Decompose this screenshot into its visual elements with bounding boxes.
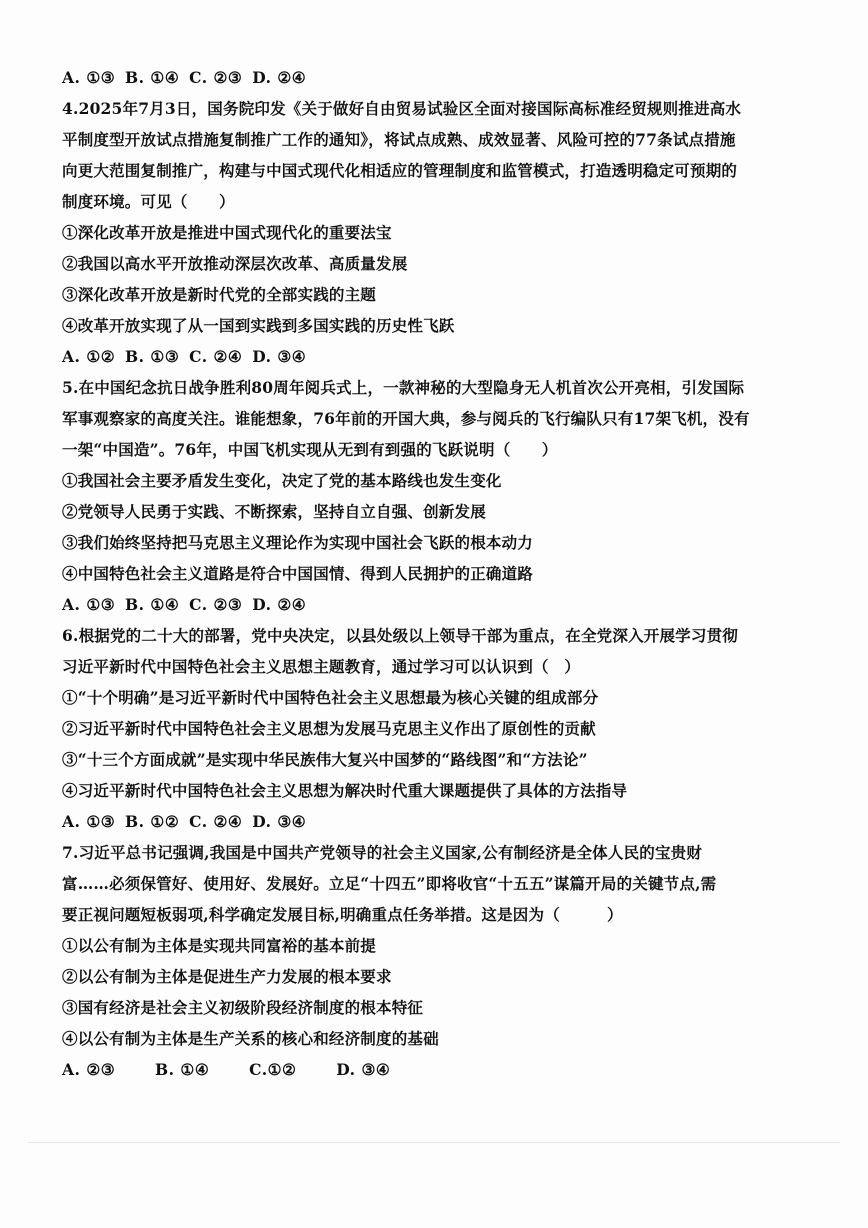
question-content [62, 62, 802, 1085]
q5-stem-line-2: 军事观察家的高度关注。谁能想象，76年前的开国大典，参与阅兵的飞行编队只有17架飞机，没有 [62, 409, 750, 428]
q4-stem-line-4: 制度环境。可见（ ） [62, 192, 235, 211]
q7-stem-line-3: 要正视问题短板弱项,科学确定发展目标,明确重点任务举措。这是因为（ ） [62, 905, 623, 924]
q5-stem-line-3: 一架“中国造”。76年，中国飞机实现从无到有到强的飞跃说明（ ） [62, 440, 558, 459]
q3-answer-b: B. ①④ [125, 68, 180, 87]
q3-answer-d: D. ②④ [252, 68, 307, 87]
q4-stem-line-3: 向更大范围复制推广，构建与中国式现代化相适应的管理制度和监管模式，打造透明稳定可预期的 [62, 161, 738, 180]
q7-option-3: ③国有经济是社会主义初级阶段经济制度的根本特征 [62, 998, 424, 1017]
page-bottom-divider [28, 1142, 840, 1143]
q7-answer-b: B. ①④ [155, 1060, 210, 1079]
q7-option-2: ②以公有制为主体是促进生产力发展的根本要求 [62, 967, 392, 986]
q6-option-2: ②习近平新时代中国特色社会主义思想为发展马克思主义作出了原创性的贡献 [62, 719, 596, 738]
q4-option-4: ④改革开放实现了从一国到实践到多国实践的历史性飞跃 [62, 316, 455, 335]
question-5 [62, 372, 802, 620]
q6-stem-line-2: 习近平新时代中国特色社会主义思想主题教育，通过学习可以认识到（ ） [62, 657, 581, 676]
q5-option-2: ②党领导人民勇于实践、不断探索，坚持自立自强、创新发展 [62, 502, 486, 521]
q5-option-3: ③我们始终坚持把马克思主义理论作为实现中国社会飞跃的根本动力 [62, 533, 534, 552]
q5-answer-b: B. ①④ [125, 595, 180, 614]
q4-stem-line-1: 4.2025年7月3日，国务院印发《关于做好自由贸易试验区全面对接国际高标准经贸规则推进高水 [62, 99, 742, 118]
question-4 [62, 93, 802, 372]
q7-answer-a: A. ②③ [62, 1060, 116, 1079]
q7-answer-row [62, 1054, 802, 1085]
q6-answer-a: A. ①③ [62, 812, 116, 831]
q5-answer-a: A. ①③ [62, 595, 116, 614]
q4-option-2: ②我国以高水平开放推动深层次改革、高质量发展 [62, 254, 408, 273]
q6-stem-line-1: 6.根据党的二十大的部署，党中央决定，以县处级以上领导干部为重点，在全党深入开展学习贯彻 [62, 626, 738, 645]
q4-answer-b: B. ①③ [125, 347, 180, 366]
question-6 [62, 620, 802, 837]
q4-answer-row [62, 341, 802, 372]
q3-answer-row [62, 62, 802, 93]
q6-answer-c: C. ②④ [189, 812, 243, 831]
q6-option-1: ①“十个明确”是习近平新时代中国特色社会主义思想最为核心关键的组成部分 [62, 688, 599, 707]
q5-answer-d: D. ②④ [252, 595, 307, 614]
q5-answer-row [62, 589, 802, 620]
q5-answer-c: C. ②③ [189, 595, 243, 614]
q5-stem-line-1: 5.在中国纪念抗日战争胜利80周年阅兵式上，一款神秘的大型隐身无人机首次公开亮相，引发国际 [62, 378, 745, 397]
q7-option-1: ①以公有制为主体是实现共同富裕的基本前提 [62, 936, 377, 955]
q6-option-3: ③“十三个方面成就”是实现中华民族伟大复兴中国梦的“路线图”和“方法论” [62, 750, 588, 769]
q7-answer-c: C.①② [249, 1060, 297, 1079]
q7-option-4: ④以公有制为主体是生产关系的核心和经济制度的基础 [62, 1029, 439, 1048]
q5-option-1: ①我国社会主要矛盾发生变化，决定了党的基本路线也发生变化 [62, 471, 502, 490]
q7-stem-line-2: 富……必须保管好、使用好、发展好。立足“十四五”即将收官“十五五”谋篇开局的关键节点,需 [62, 874, 717, 893]
q4-option-3: ③深化改革开放是新时代党的全部实践的主题 [62, 285, 377, 304]
q3-answer-c: C. ②③ [189, 68, 243, 87]
question-7 [62, 837, 802, 1085]
q6-option-4: ④习近平新时代中国特色社会主义思想为解决时代重大课题提供了具体的方法指导 [62, 781, 628, 800]
q3-answer-a: A. ①③ [62, 68, 116, 87]
q4-answer-c: C. ②④ [189, 347, 243, 366]
q4-option-1: ①深化改革开放是推进中国式现代化的重要法宝 [62, 223, 392, 242]
q4-stem-line-2: 平制度型开放试点措施复制推广工作的通知》，将试点成熟、成效显著、风险可控的77条试点措施 [62, 130, 736, 149]
q4-answer-a: A. ①② [62, 347, 116, 366]
q5-option-4: ④中国特色社会主义道路是符合中国国情、得到人民拥护的正确道路 [62, 564, 534, 583]
q6-answer-b: B. ①② [125, 812, 180, 831]
q6-answer-row [62, 806, 802, 837]
q6-answer-d: D. ③④ [252, 812, 307, 831]
q4-answer-d: D. ③④ [252, 347, 307, 366]
q7-answer-d: D. ③④ [336, 1060, 391, 1079]
q7-stem-line-1: 7.习近平总书记强调,我国是中国共产党领导的社会主义国家,公有制经济是全体人民的宝贵财 [62, 843, 703, 862]
